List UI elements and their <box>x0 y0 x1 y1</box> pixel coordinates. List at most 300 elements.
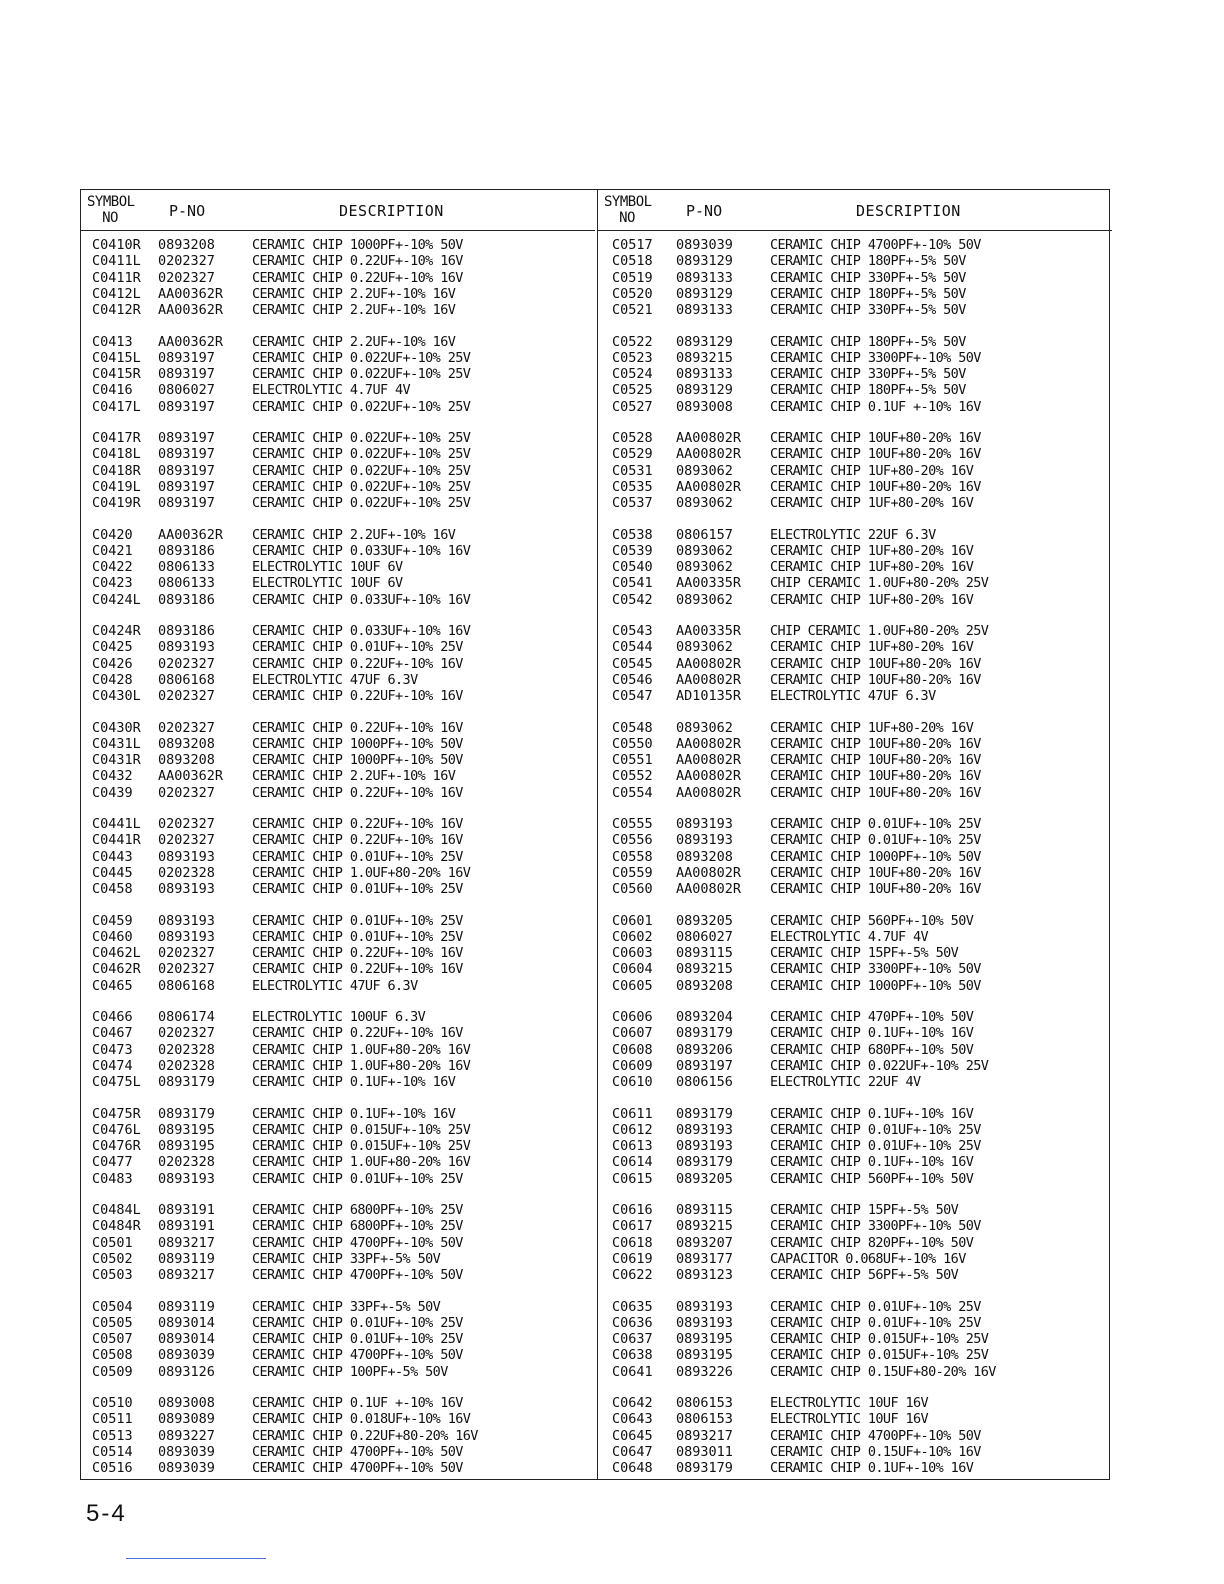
symbol-cell: C0554 <box>612 784 653 801</box>
symbol-cell: C0603 <box>612 945 653 962</box>
parts-group <box>81 913 595 1010</box>
symbol-cell: C0612 <box>612 1121 653 1138</box>
table-row <box>81 736 595 752</box>
table-row <box>598 832 1112 848</box>
description-cell: CERAMIC CHIP 0.22UF+-10% 16V <box>252 832 463 849</box>
symbol-cell: C0560 <box>612 881 653 898</box>
part-number-cell: 0893119 <box>158 1298 215 1315</box>
symbol-cell: C0616 <box>612 1202 653 1218</box>
table-row <box>81 1299 595 1315</box>
description-cell: CERAMIC CHIP 0.022UF+-10% 25V <box>252 495 471 512</box>
table-row <box>81 479 595 495</box>
description-cell: CERAMIC CHIP 10UF+80-20% 16V <box>770 478 981 495</box>
part-number-cell: 0893197 <box>676 1057 733 1074</box>
description-cell: CERAMIC CHIP 10UF+80-20% 16V <box>770 864 981 881</box>
description-cell: CERAMIC CHIP 1UF+80-20% 16V <box>770 495 974 512</box>
symbol-cell: C0474 <box>92 1057 133 1074</box>
description-cell: CERAMIC CHIP 1000PF+-10% 50V <box>770 848 981 865</box>
symbol-cell: C0428 <box>92 671 133 688</box>
table-row <box>81 672 595 688</box>
description-cell: CERAMIC CHIP 0.01UF+-10% 25V <box>770 1298 981 1315</box>
description-cell: CERAMIC CHIP 0.022UF+-10% 25V <box>252 430 471 446</box>
part-number-cell: 0893193 <box>158 912 215 929</box>
description-cell: CERAMIC CHIP 1.0UF+80-20% 16V <box>252 1057 471 1074</box>
table-row <box>81 334 595 350</box>
symbol-cell: C0537 <box>612 495 653 512</box>
symbol-cell: C0421 <box>92 542 133 559</box>
description-cell: CERAMIC CHIP 100PF+-5% 50V <box>252 1363 448 1380</box>
parts-group <box>598 334 1112 431</box>
description-cell: CERAMIC CHIP 0.22UF+80-20% 16V <box>252 1427 478 1444</box>
table-row <box>81 527 595 543</box>
description-cell: CERAMIC CHIP 1000PF+-10% 50V <box>770 977 981 994</box>
header-pno: P-NO <box>169 202 206 220</box>
table-row <box>81 913 595 929</box>
description-cell: ELECTROLYTIC 10UF 16V <box>770 1395 929 1411</box>
part-number-cell: 0893039 <box>158 1347 215 1364</box>
table-row <box>598 1251 1112 1267</box>
description-cell: CERAMIC CHIP 0.1UF +-10% 16V <box>770 398 981 415</box>
description-cell: CERAMIC CHIP 0.15UF+-10% 16V <box>770 1443 981 1460</box>
table-row <box>598 1202 1112 1218</box>
table-row <box>81 623 595 639</box>
symbol-cell: C0538 <box>612 526 653 543</box>
parts-group <box>598 527 1112 624</box>
part-number-cell: AA00362R <box>158 302 224 319</box>
header-pno: P-NO <box>686 202 723 220</box>
description-cell: CERAMIC CHIP 3300PF+-10% 50V <box>770 961 981 978</box>
description-cell: CERAMIC CHIP 6800PF+-10% 25V <box>252 1218 463 1235</box>
description-cell: CERAMIC CHIP 0.01UF+-10% 25V <box>252 848 463 865</box>
description-cell: CERAMIC CHIP 470PF+-10% 50V <box>770 1009 974 1025</box>
description-cell: CERAMIC CHIP 0.033UF+-10% 16V <box>252 623 471 639</box>
description-cell: ELECTROLYTIC 47UF 6.3V <box>252 671 418 688</box>
description-cell: CERAMIC CHIP 680PF+-10% 50V <box>770 1041 974 1058</box>
description-cell: CHIP CERAMIC 1.0UF+80-20% 25V <box>770 575 989 592</box>
symbol-cell: C0513 <box>92 1427 133 1444</box>
symbol-cell: C0645 <box>612 1427 653 1444</box>
symbol-cell: C0642 <box>612 1395 653 1411</box>
description-cell: CERAMIC CHIP 1UF+80-20% 16V <box>770 639 974 656</box>
part-number-cell: 0202327 <box>158 269 215 286</box>
table-row <box>81 768 595 784</box>
table-row <box>598 1299 1112 1315</box>
part-number-cell: 0893208 <box>158 735 215 752</box>
part-number-cell: 0893193 <box>158 848 215 865</box>
part-number-cell: 0893215 <box>676 349 733 366</box>
symbol-cell: C0613 <box>612 1138 653 1155</box>
part-number-cell: 0893039 <box>158 1460 215 1477</box>
description-cell: CERAMIC CHIP 0.01UF+-10% 25V <box>252 912 463 929</box>
part-number-cell: 0893129 <box>676 333 733 350</box>
table-row <box>598 527 1112 543</box>
description-cell: CERAMIC CHIP 4700PF+-10% 50V <box>252 1460 463 1477</box>
description-cell: CERAMIC CHIP 4700PF+-10% 50V <box>252 1443 463 1460</box>
table-row <box>81 286 595 302</box>
table-row <box>81 559 595 575</box>
description-cell: CERAMIC CHIP 10UF+80-20% 16V <box>770 671 981 688</box>
description-cell: CERAMIC CHIP 330PF+-5% 50V <box>770 269 966 286</box>
parts-group <box>598 1202 1112 1299</box>
symbol-cell: C0441R <box>92 832 141 849</box>
table-row <box>81 1331 595 1347</box>
symbol-cell: C0465 <box>92 977 133 994</box>
table-row <box>81 1444 595 1460</box>
part-number-cell: 0893119 <box>158 1250 215 1267</box>
part-number-cell: AA00362R <box>158 768 224 785</box>
symbol-cell: C0445 <box>92 864 133 881</box>
description-cell: CERAMIC CHIP 4700PF+-10% 50V <box>252 1267 463 1284</box>
symbol-cell: C0462R <box>92 961 141 978</box>
part-number-cell: 0893195 <box>676 1347 733 1364</box>
table-row <box>598 785 1112 801</box>
part-number-cell: 0893215 <box>676 961 733 978</box>
description-cell: CERAMIC CHIP 1UF+80-20% 16V <box>770 462 974 479</box>
description-cell: CAPACITOR 0.068UF+-10% 16V <box>770 1250 966 1267</box>
part-number-cell: 0893115 <box>676 1202 733 1218</box>
part-number-cell: 0893197 <box>158 462 215 479</box>
table-row <box>598 688 1112 704</box>
part-number-cell: AA00802R <box>676 478 742 495</box>
part-number-cell: 0806168 <box>158 977 215 994</box>
description-cell: CERAMIC CHIP 3300PF+-10% 50V <box>770 349 981 366</box>
footer-rule <box>126 1558 266 1559</box>
table-row <box>81 849 595 865</box>
symbol-cell: C0606 <box>612 1009 653 1025</box>
table-row <box>598 270 1112 286</box>
table-row <box>81 1315 595 1331</box>
table-row <box>81 1171 595 1187</box>
symbol-cell: C0618 <box>612 1234 653 1251</box>
table-row <box>598 446 1112 462</box>
parts-group <box>598 1299 1112 1396</box>
part-number-cell: AA00802R <box>676 735 742 752</box>
symbol-cell: C0636 <box>612 1314 653 1331</box>
symbol-cell: C0551 <box>612 752 653 769</box>
symbol-cell: C0528 <box>612 430 653 446</box>
symbol-cell: C0520 <box>612 285 653 302</box>
table-row <box>598 350 1112 366</box>
description-cell: CERAMIC CHIP 4700PF+-10% 50V <box>770 1427 981 1444</box>
symbol-cell: C0550 <box>612 735 653 752</box>
description-cell: CERAMIC CHIP 4700PF+-10% 50V <box>770 237 981 253</box>
table-row <box>81 1428 595 1444</box>
table-row <box>598 575 1112 591</box>
symbol-cell: C0535 <box>612 478 653 495</box>
part-number-cell: AA00802R <box>676 752 742 769</box>
symbol-cell: C0605 <box>612 977 653 994</box>
symbol-cell: C0425 <box>92 639 133 656</box>
part-number-cell: 0893039 <box>158 1443 215 1460</box>
table-header <box>81 190 595 231</box>
part-number-cell: 0893039 <box>676 237 733 253</box>
description-cell: CERAMIC CHIP 2.2UF+-10% 16V <box>252 285 456 302</box>
symbol-cell: C0529 <box>612 446 653 463</box>
part-number-cell: 0893126 <box>158 1363 215 1380</box>
part-number-cell: 0806153 <box>676 1411 733 1428</box>
symbol-cell: C0637 <box>612 1331 653 1348</box>
description-cell: CERAMIC CHIP 180PF+-5% 50V <box>770 253 966 270</box>
parts-group <box>598 1106 1112 1203</box>
table-row <box>81 816 595 832</box>
table-row <box>598 1042 1112 1058</box>
parts-column-left <box>81 190 595 1479</box>
part-number-cell: 0893186 <box>158 591 215 608</box>
part-number-cell: 0893197 <box>158 349 215 366</box>
symbol-cell: C0546 <box>612 671 653 688</box>
table-row <box>598 543 1112 559</box>
part-number-cell: 0806153 <box>676 1395 733 1411</box>
description-cell: CERAMIC CHIP 0.01UF+-10% 25V <box>770 832 981 849</box>
part-number-cell: 0202328 <box>158 1057 215 1074</box>
symbol-cell: C0473 <box>92 1041 133 1058</box>
description-cell: CERAMIC CHIP 0.022UF+-10% 25V <box>770 1057 989 1074</box>
part-number-cell: 0893217 <box>158 1234 215 1251</box>
part-number-cell: 0893205 <box>676 1170 733 1187</box>
description-cell: CERAMIC CHIP 10UF+80-20% 16V <box>770 446 981 463</box>
description-cell: CERAMIC CHIP 0.01UF+-10% 25V <box>252 639 463 656</box>
parts-group <box>81 527 595 624</box>
table-row <box>81 1058 595 1074</box>
description-cell: CERAMIC CHIP 0.22UF+-10% 16V <box>252 945 463 962</box>
table-row <box>81 752 595 768</box>
part-number-cell: 0893133 <box>676 269 733 286</box>
symbol-cell: C0545 <box>612 655 653 672</box>
symbol-cell: C0417R <box>92 430 141 446</box>
part-number-cell: AA00802R <box>676 430 742 446</box>
part-number-cell: 0893193 <box>676 1298 733 1315</box>
part-number-cell: 0202327 <box>158 688 215 705</box>
description-cell: CERAMIC CHIP 2.2UF+-10% 16V <box>252 526 456 543</box>
table-row <box>598 559 1112 575</box>
description-cell: CERAMIC CHIP 3300PF+-10% 50V <box>770 1218 981 1235</box>
symbol-cell: C0518 <box>612 253 653 270</box>
table-row <box>598 656 1112 672</box>
table-row <box>598 495 1112 511</box>
part-number-cell: 0893129 <box>676 382 733 399</box>
part-number-cell: 0893215 <box>676 1218 733 1235</box>
part-number-cell: 0893129 <box>676 285 733 302</box>
table-row <box>598 399 1112 415</box>
table-row <box>598 286 1112 302</box>
table-row <box>81 1395 595 1411</box>
part-number-cell: 0893227 <box>158 1427 215 1444</box>
symbol-cell: C0543 <box>612 623 653 639</box>
header-description: DESCRIPTION <box>856 202 961 220</box>
symbol-cell: C0514 <box>92 1443 133 1460</box>
symbol-cell: C0415R <box>92 366 141 383</box>
table-row <box>598 736 1112 752</box>
symbol-cell: C0601 <box>612 912 653 929</box>
description-cell: CERAMIC CHIP 0.018UF+-10% 16V <box>252 1411 471 1428</box>
symbol-cell: C0419R <box>92 495 141 512</box>
description-cell: CERAMIC CHIP 0.1UF+-10% 16V <box>770 1460 974 1477</box>
symbol-cell: C0614 <box>612 1154 653 1171</box>
parts-group <box>81 430 595 527</box>
table-row <box>598 366 1112 382</box>
part-number-cell: AD10135R <box>676 688 742 705</box>
part-number-cell: 0806027 <box>676 928 733 945</box>
symbol-cell: C0504 <box>92 1298 133 1315</box>
table-row <box>81 945 595 961</box>
symbol-cell: C0552 <box>612 768 653 785</box>
table-row <box>81 1025 595 1041</box>
description-cell: CERAMIC CHIP 0.22UF+-10% 16V <box>252 1025 463 1042</box>
table-row <box>81 543 595 559</box>
symbol-cell: C0608 <box>612 1041 653 1058</box>
description-cell: CERAMIC CHIP 180PF+-5% 50V <box>770 285 966 302</box>
part-number-cell: 0893179 <box>676 1154 733 1171</box>
description-cell: CERAMIC CHIP 0.01UF+-10% 25V <box>770 1138 981 1155</box>
description-cell: CERAMIC CHIP 330PF+-5% 50V <box>770 366 966 383</box>
part-number-cell: 0893115 <box>676 945 733 962</box>
symbol-cell: C0638 <box>612 1347 653 1364</box>
part-number-cell: 0893197 <box>158 446 215 463</box>
symbol-cell: C0441L <box>92 816 141 832</box>
table-row <box>598 253 1112 269</box>
description-cell: CERAMIC CHIP 0.15UF+80-20% 16V <box>770 1363 996 1380</box>
description-cell: CERAMIC CHIP 0.015UF+-10% 25V <box>252 1138 471 1155</box>
description-cell: CHIP CERAMIC 1.0UF+80-20% 25V <box>770 623 989 639</box>
table-row <box>81 1460 595 1476</box>
part-number-cell: 0893193 <box>676 832 733 849</box>
description-cell: CERAMIC CHIP 0.01UF+-10% 25V <box>770 816 981 832</box>
part-number-cell: 0893217 <box>158 1267 215 1284</box>
part-number-cell: 0893208 <box>158 752 215 769</box>
description-cell: CERAMIC CHIP 15PF+-5% 50V <box>770 945 959 962</box>
header-symbol-no <box>87 194 133 226</box>
symbol-cell: C0617 <box>612 1218 653 1235</box>
symbol-cell: C0483 <box>92 1170 133 1187</box>
part-number-cell: 0893193 <box>158 639 215 656</box>
description-cell: CERAMIC CHIP 560PF+-10% 50V <box>770 1170 974 1187</box>
description-cell: ELECTROLYTIC 10UF 6V <box>252 559 403 576</box>
table-row <box>81 1154 595 1170</box>
parts-group <box>598 430 1112 527</box>
table-row <box>81 1218 595 1234</box>
description-cell: CERAMIC CHIP 1000PF+-10% 50V <box>252 752 463 769</box>
part-number-cell: 0893133 <box>676 302 733 319</box>
description-cell: CERAMIC CHIP 0.015UF+-10% 25V <box>770 1331 989 1348</box>
part-number-cell: 0893179 <box>676 1025 733 1042</box>
description-cell: CERAMIC CHIP 4700PF+-10% 50V <box>252 1234 463 1251</box>
description-cell: ELECTROLYTIC 10UF 6V <box>252 575 403 592</box>
symbol-cell: C0476L <box>92 1121 141 1138</box>
part-number-cell: 0893204 <box>676 1009 733 1025</box>
description-cell: CERAMIC CHIP 0.22UF+-10% 16V <box>252 961 463 978</box>
description-cell: CERAMIC CHIP 1.0UF+80-20% 16V <box>252 864 471 881</box>
parts-group <box>598 237 1112 334</box>
description-cell: CERAMIC CHIP 0.1UF +-10% 16V <box>252 1395 463 1411</box>
part-number-cell: 0893014 <box>158 1314 215 1331</box>
table-row <box>598 1395 1112 1411</box>
part-number-cell: 0893089 <box>158 1411 215 1428</box>
table-row <box>81 1202 595 1218</box>
parts-group <box>81 237 595 334</box>
symbol-cell: C0477 <box>92 1154 133 1171</box>
symbol-cell: C0527 <box>612 398 653 415</box>
symbol-cell: C0604 <box>612 961 653 978</box>
symbol-cell: C0502 <box>92 1250 133 1267</box>
part-number-cell: 0893193 <box>676 1138 733 1155</box>
table-row <box>81 430 595 446</box>
symbol-cell: C0558 <box>612 848 653 865</box>
parts-list-table <box>80 189 1110 1480</box>
table-row <box>598 1331 1112 1347</box>
symbol-cell: C0622 <box>612 1267 653 1284</box>
part-number-cell: AA00802R <box>676 655 742 672</box>
table-row <box>81 237 595 253</box>
part-number-cell: 0806133 <box>158 559 215 576</box>
part-number-cell: 0893062 <box>676 719 733 736</box>
page-number: 5-4 <box>86 1500 127 1527</box>
description-cell: CERAMIC CHIP 0.22UF+-10% 16V <box>252 784 463 801</box>
description-cell: CERAMIC CHIP 10UF+80-20% 16V <box>770 784 981 801</box>
description-cell: CERAMIC CHIP 0.015UF+-10% 25V <box>252 1121 471 1138</box>
symbol-cell: C0411L <box>92 253 141 270</box>
table-row <box>598 382 1112 398</box>
part-number-cell: 0893062 <box>676 639 733 656</box>
part-number-cell: 0893207 <box>676 1234 733 1251</box>
part-number-cell: 0202327 <box>158 961 215 978</box>
part-number-cell: 0893129 <box>676 253 733 270</box>
symbol-cell: C0615 <box>612 1170 653 1187</box>
part-number-cell: 0893205 <box>676 912 733 929</box>
table-row <box>598 913 1112 929</box>
description-cell: CERAMIC CHIP 560PF+-10% 50V <box>770 912 974 929</box>
description-cell: CERAMIC CHIP 0.1UF+-10% 16V <box>252 1105 456 1122</box>
part-number-cell: 0202328 <box>158 864 215 881</box>
part-number-cell: 0893062 <box>676 462 733 479</box>
symbol-cell: C0521 <box>612 302 653 319</box>
parts-group <box>81 1202 595 1299</box>
part-number-cell: 0202328 <box>158 1154 215 1171</box>
table-row <box>598 1074 1112 1090</box>
description-cell: CERAMIC CHIP 0.01UF+-10% 25V <box>252 1314 463 1331</box>
description-cell: CERAMIC CHIP 10UF+80-20% 16V <box>770 752 981 769</box>
symbol-cell: C0510 <box>92 1395 133 1411</box>
table-row <box>81 270 595 286</box>
symbol-cell: C0459 <box>92 912 133 929</box>
description-cell: CERAMIC CHIP 820PF+-10% 50V <box>770 1234 974 1251</box>
table-row <box>81 1106 595 1122</box>
symbol-cell: C0422 <box>92 559 133 576</box>
symbol-cell: C0412L <box>92 285 141 302</box>
parts-groups-right <box>598 237 1112 1492</box>
part-number-cell: 0893179 <box>158 1105 215 1122</box>
symbol-cell: C0511 <box>92 1411 133 1428</box>
part-number-cell: 0893208 <box>676 977 733 994</box>
table-row <box>598 1315 1112 1331</box>
symbol-cell: C0641 <box>612 1363 653 1380</box>
table-row <box>598 1235 1112 1251</box>
part-number-cell: 0893011 <box>676 1443 733 1460</box>
table-header <box>598 190 1112 231</box>
description-cell: CERAMIC CHIP 0.01UF+-10% 25V <box>770 1314 981 1331</box>
symbol-cell: C0417L <box>92 398 141 415</box>
table-row <box>598 1106 1112 1122</box>
symbol-cell: C0610 <box>612 1074 653 1091</box>
table-row <box>81 1364 595 1380</box>
description-cell: ELECTROLYTIC 4.7UF 4V <box>252 382 411 399</box>
part-number-cell: 0893206 <box>676 1041 733 1058</box>
table-row <box>598 672 1112 688</box>
parts-group <box>81 1395 595 1492</box>
symbol-cell: C0508 <box>92 1347 133 1364</box>
part-number-cell: 0893208 <box>158 237 215 253</box>
description-cell: CERAMIC CHIP 0.1UF+-10% 16V <box>770 1105 974 1122</box>
part-number-cell: 0893123 <box>676 1267 733 1284</box>
